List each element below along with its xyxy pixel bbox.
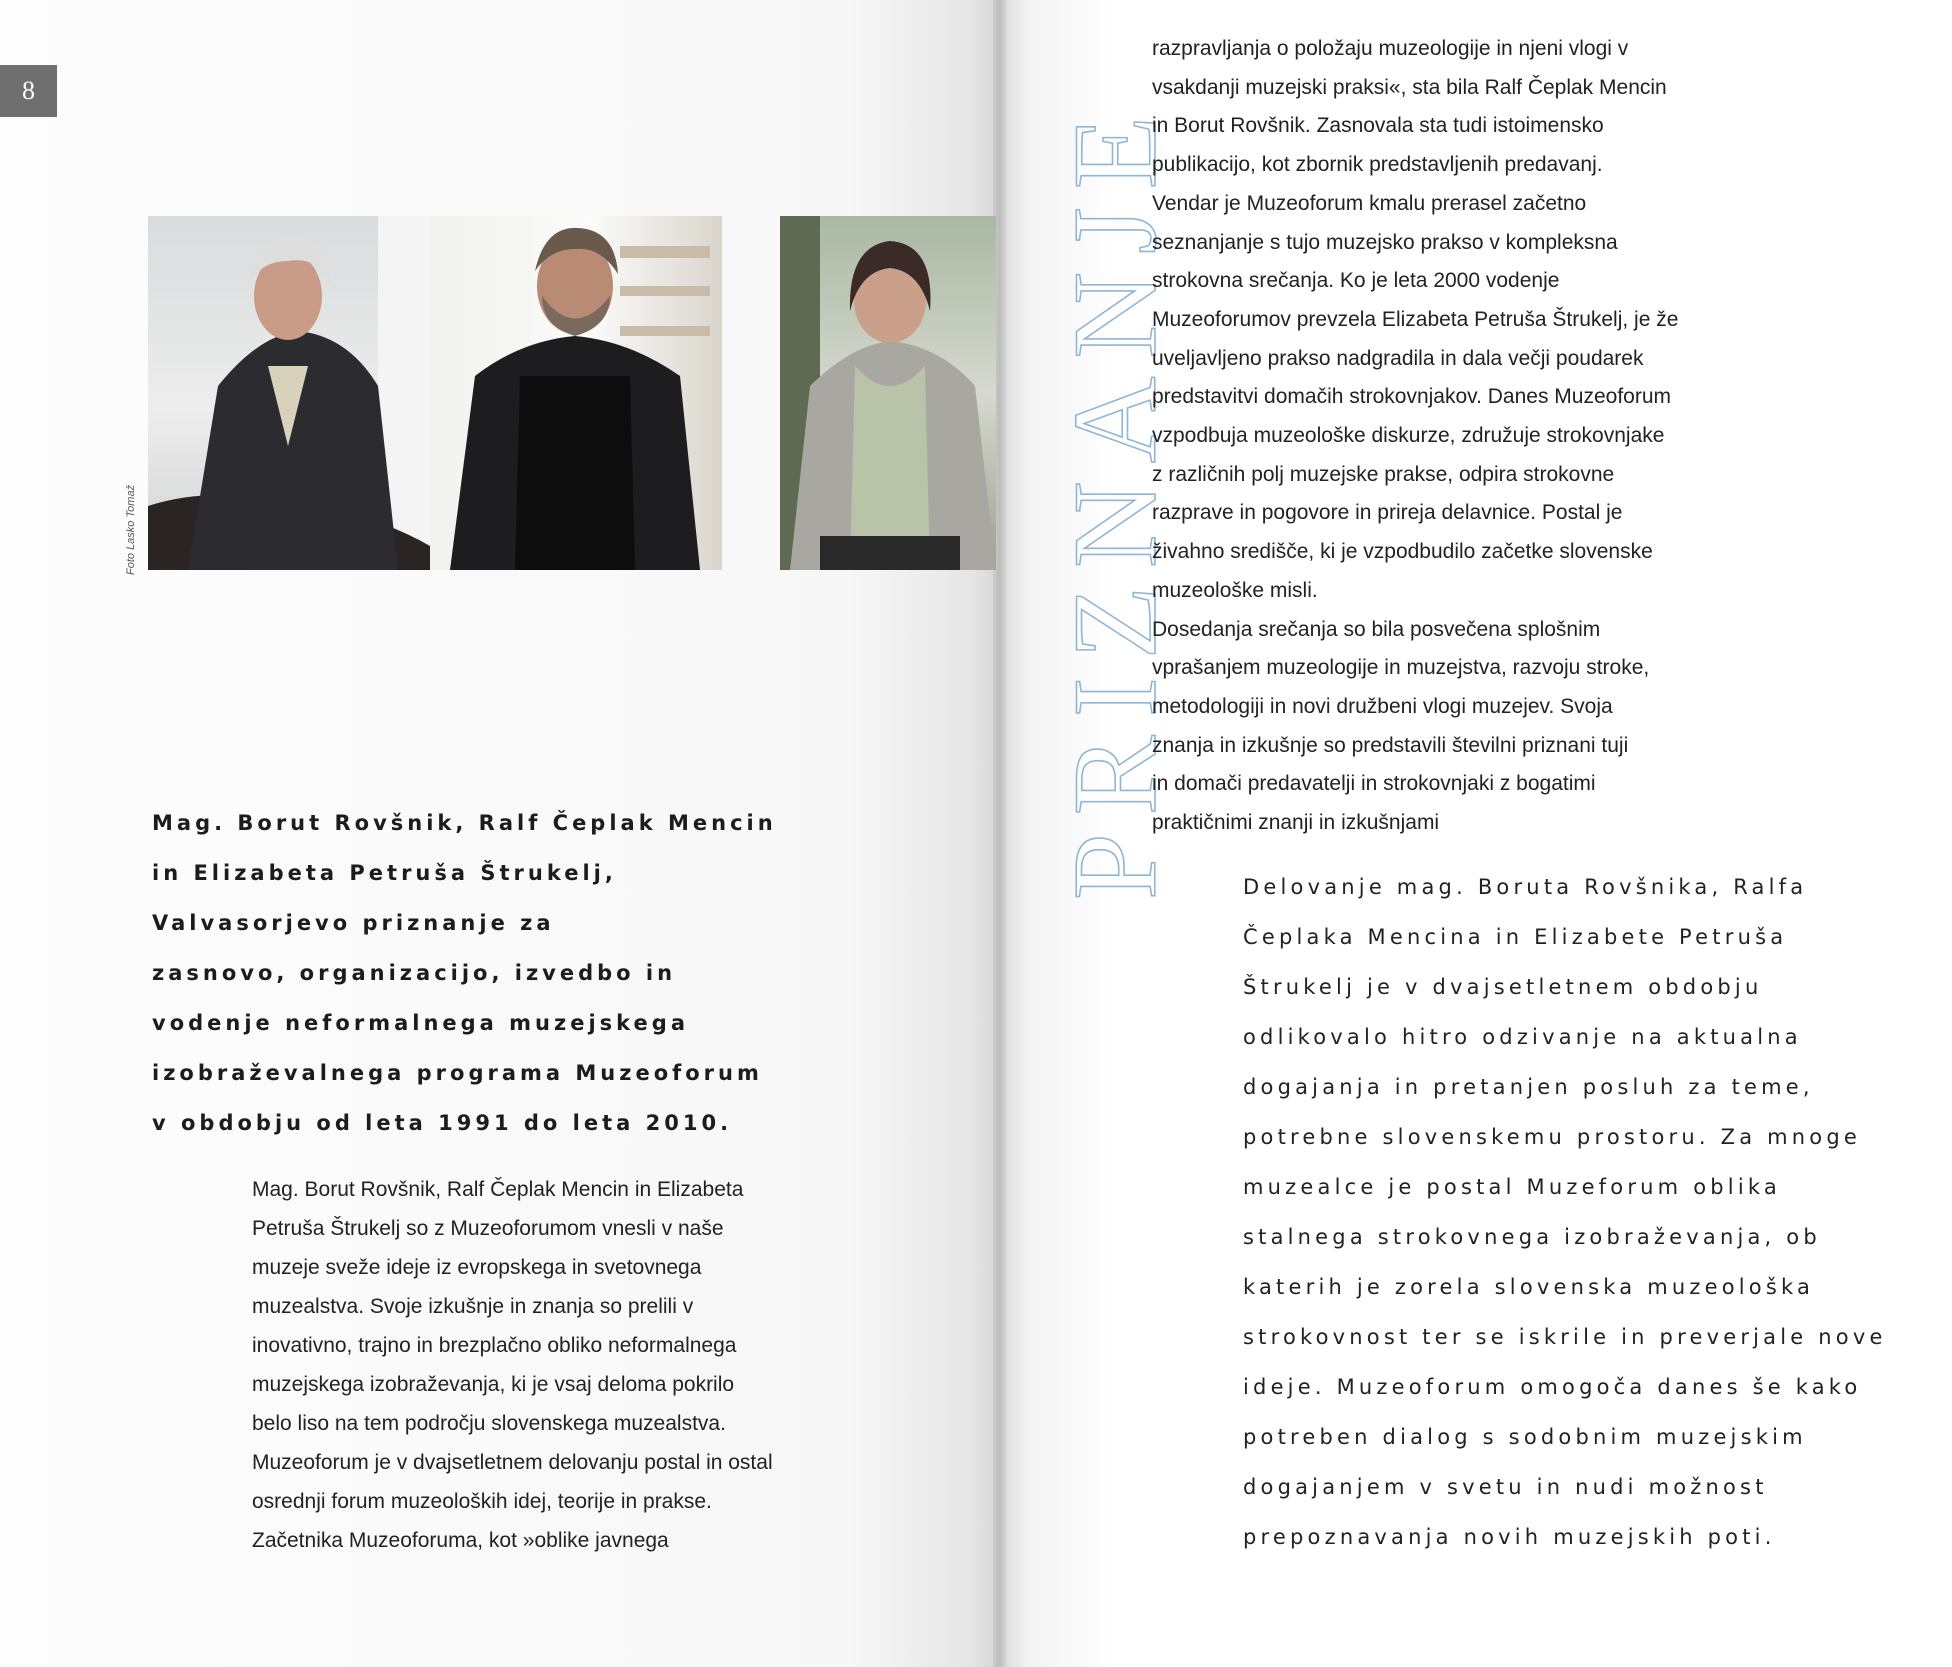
- closing-line: strokovnost ter se iskrile in preverjale nove: [1243, 1325, 1887, 1349]
- closing-line: ideje. Muzeoforum omogoča danes še kako: [1243, 1375, 1862, 1399]
- award-headline: [152, 798, 792, 1148]
- body-line: razprave in pogovore in prireja delavnice. Postal je: [1152, 501, 1623, 525]
- closing-line: prepoznavanja novih muzejskih poti.: [1243, 1525, 1776, 1549]
- body-line: praktičnimi znanji in izkušnjami: [1152, 811, 1440, 835]
- portrait-borut-rovsnik-image: [148, 216, 430, 570]
- closing-line: potrebne slovenskemu prostoru. Za mnoge: [1243, 1125, 1861, 1149]
- body-line: metodologiji in novi družbeni vlogi muzejev. Svoja: [1152, 694, 1613, 718]
- page-number: 8: [0, 65, 57, 117]
- body-line: Muzeoforum je v dvajsetletnem delovanju postal in ostal: [252, 1451, 773, 1474]
- headline-line: Valvasorjevo priznanje za: [152, 911, 555, 935]
- body-line: vzpodbuja muzeološke diskurze, združuje strokovnjake: [1152, 424, 1665, 448]
- body-line: Dosedanja srečanja so bila posvečena splošnim: [1152, 617, 1601, 641]
- closing-line: dogajanja in pretanjen posluh za teme,: [1243, 1075, 1814, 1099]
- body-line: živahno središče, ki je vzpodbudilo začetke slovenske: [1152, 540, 1653, 564]
- portrait-ralf-ceplak-mencin: [430, 216, 722, 570]
- portrait-ralf-ceplak-mencin-image: [430, 216, 722, 570]
- body-line: muzeološke misli.: [1152, 578, 1318, 602]
- headline-line: Mag. Borut Rovšnik, Ralf Čeplak Mencin: [152, 811, 777, 835]
- headline-line: vodenje neformalnega muzejskega: [152, 1011, 690, 1035]
- body-line: muzejskega izobraževanja, ki je vsaj deloma pokrilo: [252, 1373, 735, 1396]
- portrait-borut-rovsnik: [148, 216, 430, 570]
- body-line: razpravljanja o položaju muzeologije in njeni vlogi v: [1152, 37, 1629, 60]
- headline-line: zasnovo, organizacijo, izvedbo in: [152, 961, 677, 985]
- body-line: muzealstva. Svoje izkušnje in znanja so prelili v: [252, 1295, 694, 1318]
- closing-line: Štrukelj je v dvajsetletnem obdobju: [1243, 975, 1763, 999]
- body-line: z različnih polj muzejske prakse, odpira strokovne: [1152, 462, 1615, 486]
- closing-line: muzealce je postal Muzeforum oblika: [1243, 1175, 1781, 1199]
- body-line: Mag. Borut Rovšnik, Ralf Čeplak Mencin in Elizabeta: [252, 1178, 744, 1201]
- body-line: Petruša Štrukelj so z Muzeoforumom vnesli v naše: [252, 1217, 724, 1240]
- body-line: osrednji forum muzeoloških idej, teorije in prakse.: [252, 1490, 712, 1513]
- headline-line: v obdobju od leta 1991 do leta 2010.: [152, 1111, 733, 1135]
- body-line: in Borut Rovšnik. Zasnovala sta tudi istoimensko: [1152, 114, 1604, 138]
- body-line: znanja in izkušnje so predstavili številni priznani tuji: [1152, 733, 1629, 757]
- closing-line: Delovanje mag. Boruta Rovšnika, Ralfa: [1243, 875, 1808, 899]
- closing-line: odlikovalo hitro odzivanje na aktualna: [1243, 1025, 1802, 1049]
- body-line: strokovna srečanja. Ko je leta 2000 vodenje: [1152, 269, 1560, 293]
- body-line: publikacijo, kot zbornik predstavljenih predavanj.: [1152, 153, 1603, 177]
- closing-statement: [1243, 862, 1903, 1562]
- body-line: Muzeoforumov prevzela Elizabeta Petruša Štrukelj, je že: [1152, 307, 1679, 331]
- body-line: vprašanjem muzeologije in muzejstva, razvoju stroke,: [1152, 656, 1650, 680]
- body-line: in domači predavatelji in strokovnjaki z bogatimi: [1152, 772, 1596, 796]
- vertical-section-title: PRIZNANJE: [1048, 97, 1181, 900]
- portrait-elizabeta-petrusa-strukelj: [780, 216, 996, 570]
- photo-credit: Foto Lasko Tomaž: [125, 484, 137, 575]
- body-line: predstavitvi domačih strokovnjakov. Danes Muzeoforum: [1152, 385, 1672, 409]
- closing-line: potreben dialog s sodobnim muzejskim: [1243, 1425, 1807, 1449]
- body-line: Vendar je Muzeoforum kmalu prerasel začetno: [1152, 191, 1587, 215]
- body-line: vsakdanji muzejski praksi«, sta bila Ralf Čeplak Mencin: [1152, 75, 1667, 99]
- headline-line: izobraževalnega programa Muzeoforum: [152, 1061, 763, 1085]
- portrait-elizabeta-petrusa-strukelj-image: [780, 216, 996, 570]
- closing-line: stalnega strokovnega izobraževanja, ob: [1243, 1225, 1821, 1249]
- body-line: belo liso na tem področju slovenskega muzealstva.: [252, 1412, 726, 1435]
- portrait-photo-strip: [148, 216, 996, 570]
- left-body-text: [252, 1170, 862, 1560]
- body-line: muzeje sveže ideje iz evropskega in svetovnega: [252, 1256, 702, 1279]
- closing-line: katerih je zorela slovenska muzeološka: [1243, 1275, 1815, 1299]
- closing-line: Čeplaka Mencina in Elizabete Petruša: [1243, 925, 1788, 949]
- closing-line: dogajanjem v svetu in nudi možnost: [1243, 1475, 1768, 1499]
- headline-line: in Elizabeta Petruša Štrukelj,: [152, 861, 617, 885]
- body-line: inovativno, trajno in brezplačno obliko neformalnega: [252, 1334, 737, 1357]
- body-line: seznanjanje s tujo muzejsko prakso v kompleksna: [1152, 230, 1618, 254]
- body-line: Začetnika Muzeoforuma, kot »oblike javnega: [252, 1529, 669, 1552]
- right-body-text: [1152, 30, 1772, 843]
- body-line: uveljavljeno prakso nadgradila in dala večji poudarek: [1152, 346, 1644, 370]
